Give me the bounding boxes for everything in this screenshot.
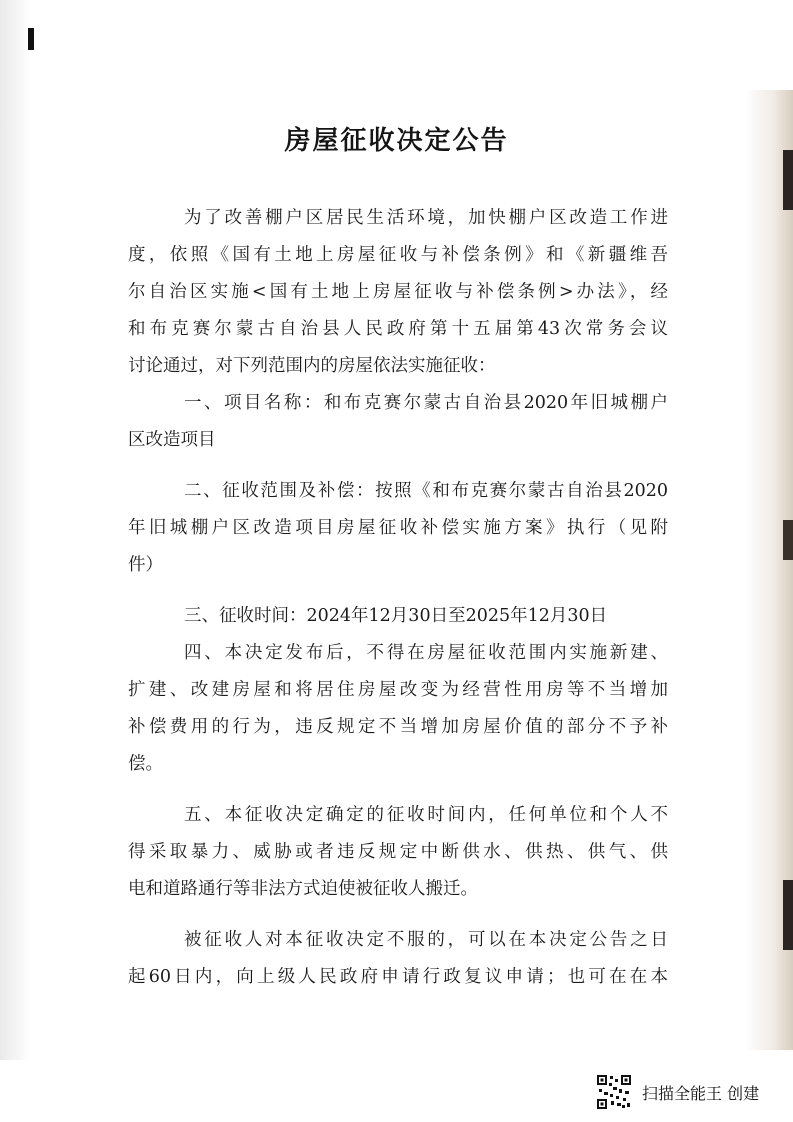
document-line: 扩建、改建房屋和将居住房屋改变为经营性用房等不当增加 [128, 680, 668, 700]
document-line: 一、项目名称：和布克赛尔蒙古自治县2020年旧城棚户 [184, 393, 668, 413]
document-line: 和布克赛尔蒙古自治县人民政府第十五届第43次常务会议 [128, 319, 668, 339]
document-line: 四、本决定发布后，不得在房屋征收范围内实施新建、 [184, 643, 668, 663]
qr-code-icon [596, 1074, 632, 1110]
scan-left-mark [28, 28, 34, 50]
scan-left-edge [0, 0, 36, 1060]
document-line: 讨论通过，对下列范围内的房屋依法实施征收： [128, 356, 496, 376]
paragraph-gap [128, 908, 668, 922]
document-line: 三、征收时间：2024年12月30日至2025年12月30日 [184, 606, 608, 626]
paragraph-gap [128, 783, 668, 797]
document-line: 得采取暴力、威胁或者违反规定中断供水、供热、供气、供 [128, 842, 668, 862]
paragraph-gap [128, 584, 668, 598]
document-line: 起60日内，向上级人民政府申请行政复议申请；也可在在本 [128, 967, 668, 987]
document-line: 区改造项目 [128, 430, 216, 450]
scan-right-shadow [783, 150, 793, 210]
document-body [128, 200, 668, 996]
scan-right-shadow [783, 880, 793, 950]
document-line: 件） [128, 555, 163, 575]
document-line: 度，依照《国有土地上房屋征收与补偿条例》和《新疆维吾 [128, 245, 668, 265]
document-line: 年旧城棚户区改造项目房屋征收补偿实施方案》执行（见附 [128, 518, 668, 538]
document-title: 房屋征收决定公告 [284, 126, 509, 156]
document-line: 电和道路通行等非法方式迫使被征收人搬迁。 [128, 879, 478, 899]
scanner-watermark [596, 1072, 759, 1112]
document-line: 补偿费用的行为，违反规定不当增加房屋价值的部分不予补 [128, 717, 668, 737]
scanner-app-label: 扫描全能王 创建 [642, 1083, 760, 1103]
scan-right-shadow [783, 520, 793, 560]
document-line: 尔自治区实施<国有土地上房屋征收与补偿条例>办法》，经 [128, 282, 668, 302]
paragraph-gap [128, 459, 668, 473]
document-line: 二、征收范围及补偿：按照《和布克赛尔蒙古自治县2020 [184, 481, 668, 501]
document-line: 为了改善棚户区居民生活环境，加快棚户区改造工作进 [184, 208, 668, 228]
document-line: 五、本征收决定确定的征收时间内，任何单位和个人不 [184, 805, 668, 825]
document-line: 被征收人对本征收决定不服的，可以在本决定公告之日 [184, 930, 668, 950]
document-line: 偿。 [128, 754, 163, 774]
